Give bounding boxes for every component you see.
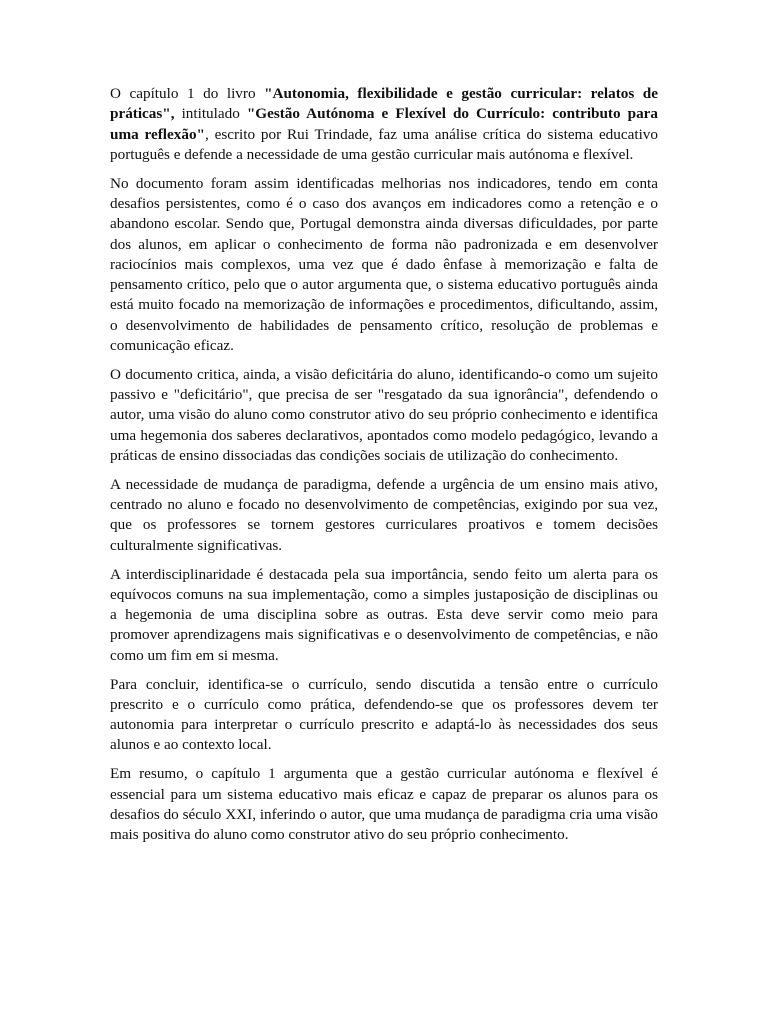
document-page — [110, 84, 658, 854]
intro-text-3: , escrito por Rui Trindade, faz uma análise crítica do sistema educativo português e defende a necessidade de uma gestão curricular mais autónoma e flexível. — [110, 125, 658, 163]
paragraph-deficit-view: O documento critica, ainda, a visão deficitária do aluno, identificando-o como um sujeito passivo e "deficitário", que precisa de ser "resgatado da sua ignorância", defendendo o autor, uma visão do aluno como construtor ativo do seu próprio conhecimento e identifica uma hegemonia dos saberes declarativos, apontados como modelo pedagógico, levando a práticas de ensino dissociadas das condições sociais de utilização do conhecimento. — [110, 365, 658, 465]
paragraph-summary: Em resumo, o capítulo 1 argumenta que a gestão curricular autónoma e flexível é essencial para um sistema educativo mais eficaz e capaz de preparar os alunos para os desafios do século XXI, inferindo o autor, que uma mudança de paradigma cria uma visão mais positiva do aluno como construtor ativo do seu próprio conhecimento. — [110, 765, 658, 844]
chapter-title: "Gestão Autónoma e Flexível do Currículo: contributo para uma reflexão" — [110, 105, 658, 143]
paragraph-interdisciplinarity: A interdisciplinaridade é destacada pela sua importância, sendo feito um alerta para os equívocos comuns na sua implementação, como a simples justaposição de disciplinas ou a hegemonia de uma disciplina sobre as outras. Esta deve servir como meio para promover aprendizagens mais significativas e o desenvolvimento de competências, e não como um fim em si mesma. — [110, 565, 658, 664]
paragraph-curriculum: Para concluir, identifica-se o currículo, sendo discutida a tensão entre o currículo prescrito e o currículo como prática, defendendo-se que os professores devem ter autonomia para interpretar o currículo prescrito e adaptá-lo às necessidades dos seus alunos e ao contexto local. — [110, 675, 658, 754]
paragraph-paradigm-change: A necessidade de mudança de paradigma, defende a urgência de um ensino mais ativo, centrado no aluno e focado no desenvolvimento de competências, exigindo por sua vez, que os professores se tornem gestores curriculares proativos e tomem decisões culturalmente significativas. — [110, 475, 658, 554]
book-title: "Autonomia, flexibilidade e gestão curricular: relatos de práticas", — [110, 85, 658, 123]
paragraph-indicators: No documento foram assim identificadas melhorias nos indicadores, tendo em conta desafios persistentes, como é o caso dos avanços em indicadores como a retenção e o abandono escolar. Sendo que, Portugal demonstra ainda diversas dificuldades, por parte dos alunos, em aplicar o conhecimento de forma não padronizada e em desenvolver raciocínios mais complexos, uma vez que é dado ênfase à memorização e falta de pensamento crítico, pelo que o autor argumenta que, o sistema educativo português ainda está muito focado na memorização de informações e procedimentos, dificultando, assim, o desenvolvimento de habilidades de pensamento crítico, resolução de problemas e comunicação eficaz. — [110, 174, 658, 355]
intro-text-1: O capítulo 1 do livro — [110, 85, 265, 102]
paragraph-intro — [110, 84, 658, 165]
intro-text-2: intitulado — [174, 105, 247, 123]
